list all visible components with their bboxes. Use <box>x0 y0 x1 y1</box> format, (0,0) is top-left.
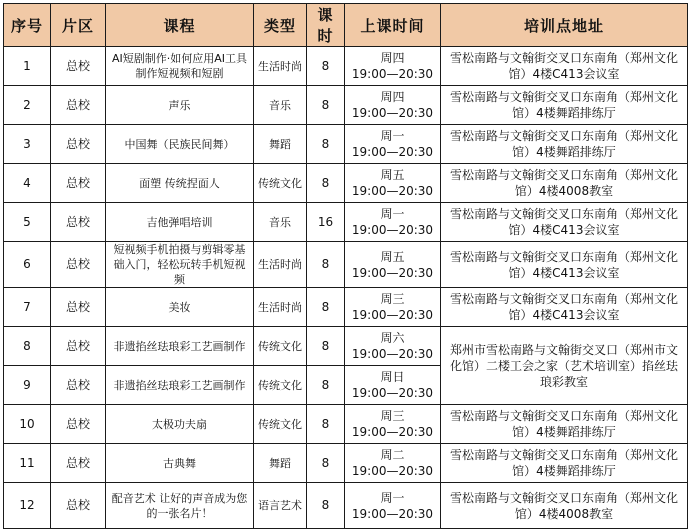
row-hours: 8 <box>307 242 345 288</box>
row-campus: 总校 <box>51 366 106 405</box>
table-row <box>4 125 688 164</box>
row-campus: 总校 <box>51 327 106 366</box>
row-no: 4 <box>4 164 51 203</box>
merged-address-cell: 郑州市雪松南路与文翰街交叉口（郑州市文化馆）二楼工会之家（艺术培训室）掐丝珐琅彩教室 <box>441 327 688 405</box>
row-type: 生活时尚 <box>254 47 307 86</box>
header-time: 上课时间 <box>345 4 441 47</box>
row-no: 8 <box>4 327 51 366</box>
row-hours: 8 <box>307 86 345 125</box>
row-schedule <box>345 203 441 242</box>
table-row <box>4 483 688 529</box>
row-campus: 总校 <box>51 164 106 203</box>
row-type: 生活时尚 <box>254 288 307 327</box>
row-time: 19:00—20:30 <box>351 184 434 198</box>
row-type: 舞蹈 <box>254 444 307 483</box>
row-campus: 总校 <box>51 47 106 86</box>
row-no: 12 <box>4 483 51 529</box>
row-hours: 8 <box>307 47 345 86</box>
row-course: AI短剧制作·如何应用AI工具制作短视频和短剧 <box>106 47 254 86</box>
row-type: 传统文化 <box>254 164 307 203</box>
header-type: 类型 <box>254 4 307 47</box>
row-day: 周五 <box>380 168 405 182</box>
row-course: 太极功夫扇 <box>106 405 254 444</box>
row-day: 周四 <box>380 90 405 104</box>
row-course: 配音艺术 让好的声音成为您的一张名片！ <box>106 483 254 529</box>
row-day: 周一 <box>380 490 405 505</box>
row-address: 雪松南路与文翰街交叉口东南角（郑州文化馆）4楼C413会议室 <box>441 203 688 242</box>
row-day: 周三 <box>380 409 405 423</box>
row-hours: 8 <box>307 366 345 405</box>
row-no: 10 <box>4 405 51 444</box>
row-campus: 总校 <box>51 203 106 242</box>
row-day: 周二 <box>380 448 405 462</box>
row-time: 19:00—20:30 <box>351 106 434 120</box>
header-no: 序号 <box>4 4 51 47</box>
header-address: 培训点地址 <box>441 4 688 47</box>
row-time: 19:00—20:30 <box>351 67 434 81</box>
row-schedule <box>345 47 441 86</box>
table-row <box>4 242 688 288</box>
row-no: 9 <box>4 366 51 405</box>
table-row <box>4 327 688 366</box>
row-hours: 8 <box>307 483 345 529</box>
row-type: 生活时尚 <box>254 242 307 288</box>
row-schedule <box>345 164 441 203</box>
row-time: 19:00—20:30 <box>351 265 434 280</box>
table-row <box>4 203 688 242</box>
row-day: 周日 <box>380 370 405 384</box>
row-course: 声乐 <box>106 86 254 125</box>
row-course: 面塑 传统捏面人 <box>106 164 254 203</box>
row-hours: 8 <box>307 164 345 203</box>
row-campus: 总校 <box>51 125 106 164</box>
table-row <box>4 444 688 483</box>
row-schedule <box>345 483 441 529</box>
row-type: 传统文化 <box>254 327 307 366</box>
row-day: 周三 <box>380 292 405 306</box>
row-address: 雪松南路与文翰街交叉口东南角（郑州文化馆）4楼C413会议室 <box>441 288 688 327</box>
row-schedule <box>345 242 441 288</box>
row-hours: 8 <box>307 327 345 366</box>
row-type: 语言艺术 <box>254 483 307 529</box>
row-no: 7 <box>4 288 51 327</box>
row-time: 19:00—20:30 <box>351 464 434 478</box>
row-no: 5 <box>4 203 51 242</box>
table-header-row <box>4 4 688 47</box>
row-course: 短视频手机拍摄与剪辑零基础入门，轻松玩转手机短视频 <box>106 242 254 288</box>
row-no: 6 <box>4 242 51 288</box>
row-address: 雪松南路与文翰街交叉口东南角（郑州文化馆）4楼C413会议室 <box>441 242 688 288</box>
row-hours: 8 <box>307 288 345 327</box>
row-time: 19:00—20:30 <box>351 386 434 400</box>
row-campus: 总校 <box>51 444 106 483</box>
row-campus: 总校 <box>51 86 106 125</box>
row-address: 雪松南路与文翰街交叉口东南角（郑州文化馆）4楼舞蹈排练厅 <box>441 405 688 444</box>
row-no: 2 <box>4 86 51 125</box>
row-day: 周一 <box>380 129 405 143</box>
row-type: 舞蹈 <box>254 125 307 164</box>
row-address: 雪松南路与文翰街交叉口东南角（郑州文化馆）4楼舞蹈排练厅 <box>441 444 688 483</box>
header-course: 课程 <box>106 4 254 47</box>
row-day: 周四 <box>380 51 405 65</box>
header-hours: 课时 <box>307 4 345 47</box>
table-row <box>4 405 688 444</box>
row-schedule <box>345 366 441 405</box>
row-type: 音乐 <box>254 203 307 242</box>
row-campus: 总校 <box>51 288 106 327</box>
row-time: 19:00—20:30 <box>351 308 434 322</box>
row-schedule <box>345 288 441 327</box>
row-campus: 总校 <box>51 483 106 529</box>
row-hours: 16 <box>307 203 345 242</box>
row-time: 19:00—20:30 <box>351 223 434 237</box>
row-schedule <box>345 86 441 125</box>
row-course: 美妆 <box>106 288 254 327</box>
row-type: 传统文化 <box>254 366 307 405</box>
row-course: 非遗掐丝珐琅彩工艺画制作 <box>106 366 254 405</box>
row-hours: 8 <box>307 125 345 164</box>
row-campus: 总校 <box>51 405 106 444</box>
row-course: 中国舞（民族民间舞） <box>106 125 254 164</box>
row-no: 3 <box>4 125 51 164</box>
row-hours: 8 <box>307 444 345 483</box>
row-day: 周一 <box>380 207 405 221</box>
row-schedule <box>345 405 441 444</box>
row-time: 19:00—20:30 <box>351 145 434 159</box>
row-address: 雪松南路与文翰街交叉口东南角（郑州文化馆）4楼C413会议室 <box>441 47 688 86</box>
row-course: 非遗掐丝珐琅彩工艺画制作 <box>106 327 254 366</box>
header-campus: 片区 <box>51 4 106 47</box>
row-day: 周五 <box>380 249 405 264</box>
row-day: 周六 <box>380 331 405 345</box>
row-course: 吉他弹唱培训 <box>106 203 254 242</box>
row-schedule <box>345 327 441 366</box>
row-hours: 8 <box>307 405 345 444</box>
row-type: 传统文化 <box>254 405 307 444</box>
row-type: 音乐 <box>254 86 307 125</box>
row-campus: 总校 <box>51 242 106 288</box>
row-no: 11 <box>4 444 51 483</box>
row-schedule <box>345 444 441 483</box>
row-address: 雪松南路与文翰街交叉口东南角（郑州文化馆）4楼4008教室 <box>441 483 688 529</box>
row-no: 1 <box>4 47 51 86</box>
table-row <box>4 288 688 327</box>
table-row <box>4 47 688 86</box>
row-address: 雪松南路与文翰街交叉口东南角（郑州文化馆）4楼4008教室 <box>441 164 688 203</box>
course-schedule-table <box>3 3 688 529</box>
row-schedule <box>345 125 441 164</box>
row-address: 雪松南路与文翰街交叉口东南角（郑州文化馆）4楼舞蹈排练厅 <box>441 86 688 125</box>
row-time: 19:00—20:30 <box>351 347 434 361</box>
row-time: 19:00—20:30 <box>351 506 434 521</box>
table-row <box>4 164 688 203</box>
row-time: 19:00—20:30 <box>351 425 434 439</box>
row-course: 古典舞 <box>106 444 254 483</box>
row-address: 雪松南路与文翰街交叉口东南角（郑州文化馆）4楼舞蹈排练厅 <box>441 125 688 164</box>
table-row <box>4 86 688 125</box>
